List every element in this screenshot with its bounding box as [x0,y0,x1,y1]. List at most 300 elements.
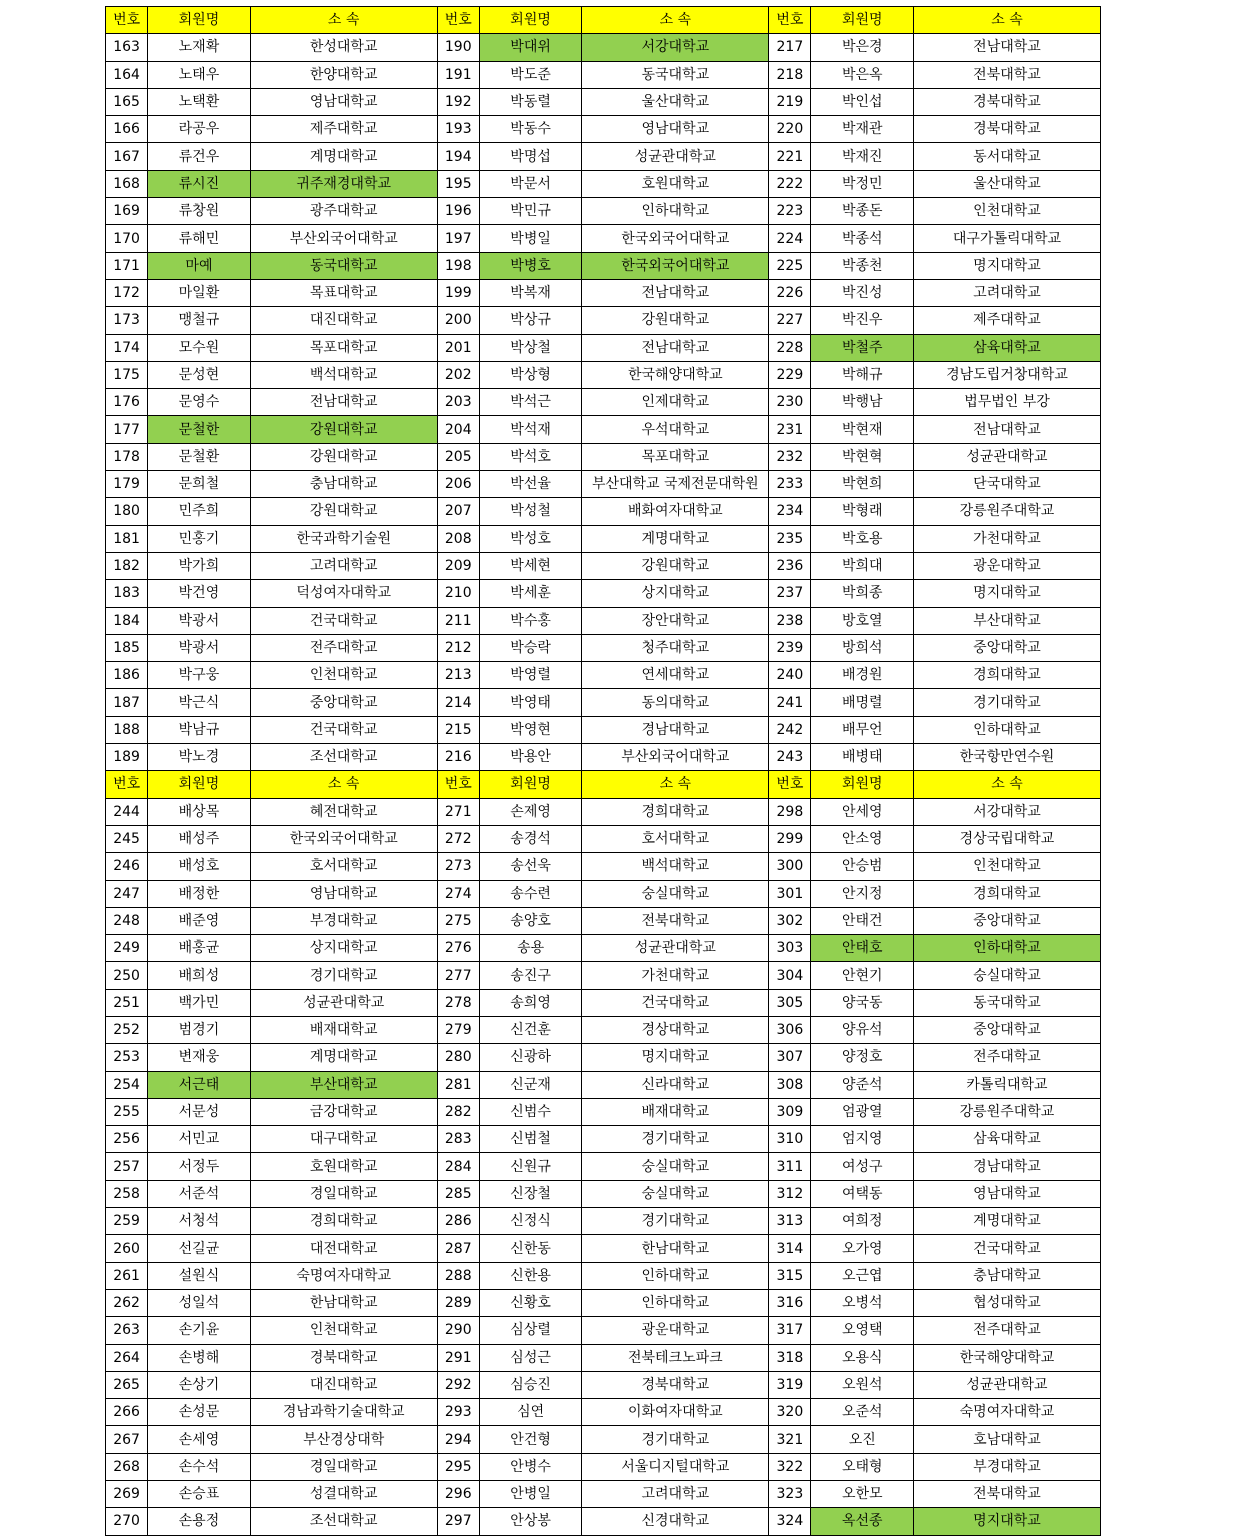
member-affiliation: 대진대학교 [250,307,437,334]
member-number: 177 [106,416,148,443]
table-row [106,962,1101,989]
member-affiliation: 호원대학교 [250,1153,437,1180]
member-affiliation: 삼육대학교 [913,334,1100,361]
member-name: 심성근 [479,1344,582,1371]
member-affiliation: 인천대학교 [250,662,437,689]
member-number: 220 [769,116,811,143]
member-affiliation: 경희대학교 [913,662,1100,689]
member-name: 오병석 [811,1289,914,1316]
member-name: 박종석 [811,225,914,252]
member-affiliation: 경북대학교 [250,1344,437,1371]
member-number: 312 [769,1180,811,1207]
member-number: 170 [106,225,148,252]
member-name: 박현재 [811,416,914,443]
member-affiliation: 성균관대학교 [582,143,769,170]
member-affiliation: 명지대학교 [913,252,1100,279]
member-affiliation: 중앙대학교 [913,907,1100,934]
header-name: 회원명 [148,7,251,34]
member-name: 송진구 [479,962,582,989]
member-name: 오준석 [811,1399,914,1426]
member-number: 270 [106,1508,148,1535]
member-affiliation: 고려대학교 [250,552,437,579]
member-affiliation: 한국외국어대학교 [582,225,769,252]
member-name: 방호열 [811,607,914,634]
member-number: 239 [769,634,811,661]
member-affiliation: 신경대학교 [582,1508,769,1535]
member-affiliation: 가천대학교 [582,962,769,989]
member-number: 178 [106,443,148,470]
header-name: 회원명 [811,771,914,798]
member-name: 박해규 [811,361,914,388]
table-row [106,1481,1101,1508]
member-name: 오태형 [811,1453,914,1480]
member-affiliation: 한양대학교 [250,61,437,88]
member-number: 261 [106,1262,148,1289]
member-name: 박정민 [811,170,914,197]
member-name: 손성문 [148,1399,251,1426]
member-affiliation: 인하대학교 [582,1262,769,1289]
member-number: 192 [437,88,479,115]
member-affiliation: 전주대학교 [913,1044,1100,1071]
member-name: 범경기 [148,1016,251,1043]
member-name: 박재진 [811,143,914,170]
member-name: 배성주 [148,825,251,852]
member-affiliation: 인하대학교 [913,935,1100,962]
member-number: 284 [437,1153,479,1180]
member-affiliation: 서울디지털대학교 [582,1453,769,1480]
member-affiliation: 고려대학교 [582,1481,769,1508]
member-name: 박동수 [479,116,582,143]
member-affiliation: 인하대학교 [582,1289,769,1316]
member-number: 235 [769,525,811,552]
member-number: 207 [437,498,479,525]
member-number: 269 [106,1481,148,1508]
table-row [106,1289,1101,1316]
member-number: 210 [437,580,479,607]
header-affiliation: 소 속 [582,7,769,34]
member-name: 박상철 [479,334,582,361]
table-row [106,1399,1101,1426]
member-number: 241 [769,689,811,716]
member-name: 노택환 [148,88,251,115]
member-name: 문영수 [148,389,251,416]
member-name: 손기윤 [148,1317,251,1344]
member-name: 오용식 [811,1344,914,1371]
member-affiliation: 전주대학교 [913,1317,1100,1344]
member-number: 214 [437,689,479,716]
member-affiliation: 전북대학교 [913,61,1100,88]
member-name: 박영현 [479,716,582,743]
member-affiliation: 한남대학교 [250,1289,437,1316]
member-name: 안상봉 [479,1508,582,1535]
header-row [106,7,1101,34]
member-name: 맹철규 [148,307,251,334]
member-number: 225 [769,252,811,279]
table-row [106,1016,1101,1043]
header-number: 번호 [106,7,148,34]
member-number: 169 [106,198,148,225]
header-number: 번호 [437,7,479,34]
member-affiliation: 건국대학교 [250,716,437,743]
member-name: 오원석 [811,1371,914,1398]
member-number: 219 [769,88,811,115]
member-affiliation: 백석대학교 [250,361,437,388]
table-row [106,143,1101,170]
member-number: 215 [437,716,479,743]
table-row [106,1126,1101,1153]
table-row [106,525,1101,552]
member-number: 174 [106,334,148,361]
member-name: 신광하 [479,1044,582,1071]
member-name: 송희영 [479,989,582,1016]
table-row [106,580,1101,607]
member-affiliation: 호서대학교 [250,853,437,880]
table-row [106,389,1101,416]
member-number: 258 [106,1180,148,1207]
member-number: 297 [437,1508,479,1535]
member-name: 서근태 [148,1071,251,1098]
member-number: 231 [769,416,811,443]
table-row [106,1098,1101,1125]
member-number: 232 [769,443,811,470]
member-number: 296 [437,1481,479,1508]
member-name: 박광서 [148,607,251,634]
member-name: 송선욱 [479,853,582,880]
member-number: 200 [437,307,479,334]
member-affiliation: 호남대학교 [913,1426,1100,1453]
table-row [106,443,1101,470]
member-affiliation: 동서대학교 [913,143,1100,170]
table-row [106,1508,1101,1535]
member-affiliation: 중앙대학교 [913,634,1100,661]
member-affiliation: 계명대학교 [250,1044,437,1071]
member-table [105,6,1101,1536]
member-name: 박현혁 [811,443,914,470]
member-number: 195 [437,170,479,197]
member-name: 심연 [479,1399,582,1426]
member-number: 230 [769,389,811,416]
member-affiliation: 한국해양대학교 [913,1344,1100,1371]
member-affiliation: 우석대학교 [582,416,769,443]
header-number: 번호 [106,771,148,798]
member-affiliation: 대구대학교 [250,1126,437,1153]
member-name: 박남규 [148,716,251,743]
member-affiliation: 조선대학교 [250,1508,437,1535]
member-number: 175 [106,361,148,388]
member-affiliation: 인천대학교 [913,853,1100,880]
member-affiliation: 경남과학기술대학교 [250,1399,437,1426]
table-row [106,1426,1101,1453]
member-number: 227 [769,307,811,334]
member-name: 박세현 [479,552,582,579]
member-number: 277 [437,962,479,989]
table-row [106,225,1101,252]
member-name: 박수홍 [479,607,582,634]
member-number: 316 [769,1289,811,1316]
member-affiliation: 호원대학교 [582,170,769,197]
member-name: 변재웅 [148,1044,251,1071]
member-affiliation: 전북테크노파크 [582,1344,769,1371]
member-number: 167 [106,143,148,170]
member-number: 189 [106,744,148,771]
header-number: 번호 [769,771,811,798]
member-affiliation: 경기대학교 [913,689,1100,716]
table-row [106,662,1101,689]
member-affiliation: 한성대학교 [250,34,437,61]
table-row [106,361,1101,388]
member-number: 257 [106,1153,148,1180]
member-number: 307 [769,1044,811,1071]
member-affiliation: 경상대학교 [582,1016,769,1043]
member-number: 186 [106,662,148,689]
member-name: 노태우 [148,61,251,88]
member-name: 마일환 [148,279,251,306]
member-number: 266 [106,1399,148,1426]
member-number: 272 [437,825,479,852]
member-affiliation: 광운대학교 [913,552,1100,579]
member-affiliation: 전남대학교 [250,389,437,416]
member-affiliation: 법무법인 부강 [913,389,1100,416]
member-name: 박희대 [811,552,914,579]
member-affiliation: 경기대학교 [250,962,437,989]
member-name: 신건훈 [479,1016,582,1043]
member-name: 서문성 [148,1098,251,1125]
member-affiliation: 숭실대학교 [582,1153,769,1180]
member-number: 243 [769,744,811,771]
member-name: 박민규 [479,198,582,225]
member-affiliation: 혜전대학교 [250,798,437,825]
member-affiliation: 중앙대학교 [913,1016,1100,1043]
member-number: 255 [106,1098,148,1125]
member-number: 294 [437,1426,479,1453]
member-name: 심승진 [479,1371,582,1398]
member-name: 신군재 [479,1071,582,1098]
member-number: 236 [769,552,811,579]
member-name: 박건영 [148,580,251,607]
table-row [106,798,1101,825]
member-number: 247 [106,880,148,907]
member-affiliation: 금강대학교 [250,1098,437,1125]
member-number: 179 [106,471,148,498]
member-affiliation: 인하대학교 [913,716,1100,743]
member-number: 223 [769,198,811,225]
table-row [106,1262,1101,1289]
member-name: 박병일 [479,225,582,252]
member-number: 238 [769,607,811,634]
table-row [106,607,1101,634]
member-affiliation: 전북대학교 [913,1481,1100,1508]
member-number: 274 [437,880,479,907]
header-affiliation: 소 속 [250,771,437,798]
member-name: 배희성 [148,962,251,989]
member-affiliation: 부경대학교 [250,907,437,934]
member-affiliation: 경상국립대학교 [913,825,1100,852]
member-affiliation: 경일대학교 [250,1180,437,1207]
member-affiliation: 전남대학교 [582,334,769,361]
member-name: 박석호 [479,443,582,470]
member-name: 옥선종 [811,1508,914,1535]
member-name: 박재관 [811,116,914,143]
table-row [106,880,1101,907]
member-affiliation: 경남대학교 [913,1153,1100,1180]
table-row [106,279,1101,306]
member-name: 박석근 [479,389,582,416]
table-row [106,1317,1101,1344]
member-name: 손상기 [148,1371,251,1398]
member-number: 234 [769,498,811,525]
member-name: 안병일 [479,1481,582,1508]
table-row [106,1208,1101,1235]
member-name: 오영택 [811,1317,914,1344]
member-number: 246 [106,853,148,880]
member-affiliation: 조선대학교 [250,744,437,771]
member-affiliation: 카톨릭대학교 [913,1071,1100,1098]
member-name: 엄지영 [811,1126,914,1153]
member-affiliation: 계명대학교 [250,143,437,170]
member-affiliation: 경기대학교 [582,1208,769,1235]
member-number: 309 [769,1098,811,1125]
member-name: 류해민 [148,225,251,252]
member-affiliation: 백석대학교 [582,853,769,880]
member-number: 180 [106,498,148,525]
member-affiliation: 삼육대학교 [913,1126,1100,1153]
member-name: 손승표 [148,1481,251,1508]
member-name: 배홍균 [148,935,251,962]
member-affiliation: 인하대학교 [582,198,769,225]
member-affiliation: 숭실대학교 [913,962,1100,989]
member-affiliation: 전남대학교 [582,279,769,306]
member-number: 319 [769,1371,811,1398]
member-affiliation: 부산대학교 [913,607,1100,634]
member-number: 242 [769,716,811,743]
member-name: 손병해 [148,1344,251,1371]
member-affiliation: 한국해양대학교 [582,361,769,388]
member-number: 181 [106,525,148,552]
member-affiliation: 부산외국어대학교 [250,225,437,252]
member-number: 275 [437,907,479,934]
table-row [106,853,1101,880]
member-name: 선길균 [148,1235,251,1262]
table-row [106,989,1101,1016]
member-number: 324 [769,1508,811,1535]
member-number: 268 [106,1453,148,1480]
member-number: 233 [769,471,811,498]
member-number: 264 [106,1344,148,1371]
member-affiliation: 제주대학교 [913,307,1100,334]
member-name: 노재확 [148,34,251,61]
member-affiliation: 충남대학교 [913,1262,1100,1289]
member-affiliation: 배화여자대학교 [582,498,769,525]
member-number: 184 [106,607,148,634]
member-name: 박인섭 [811,88,914,115]
member-affiliation: 강릉원주대학교 [913,1098,1100,1125]
member-name: 양국동 [811,989,914,1016]
header-name: 회원명 [148,771,251,798]
table-row [106,1344,1101,1371]
member-affiliation: 동국대학교 [582,61,769,88]
member-name: 민주희 [148,498,251,525]
member-number: 201 [437,334,479,361]
member-number: 313 [769,1208,811,1235]
member-name: 송용 [479,935,582,962]
member-name: 송양호 [479,907,582,934]
member-affiliation: 부경대학교 [913,1453,1100,1480]
member-number: 226 [769,279,811,306]
member-affiliation: 영남대학교 [582,116,769,143]
table-row [106,744,1101,771]
member-number: 229 [769,361,811,388]
member-name: 박영렬 [479,662,582,689]
member-number: 267 [106,1426,148,1453]
member-name: 박성철 [479,498,582,525]
member-number: 204 [437,416,479,443]
member-table-body [106,7,1101,1536]
member-number: 310 [769,1126,811,1153]
member-affiliation: 배재대학교 [250,1016,437,1043]
member-number: 263 [106,1317,148,1344]
member-name: 서청석 [148,1208,251,1235]
member-affiliation: 강원대학교 [250,498,437,525]
member-affiliation: 성균관대학교 [582,935,769,962]
member-name: 문철한 [148,416,251,443]
member-number: 218 [769,61,811,88]
member-number: 282 [437,1098,479,1125]
member-name: 신범철 [479,1126,582,1153]
member-number: 183 [106,580,148,607]
member-name: 손수석 [148,1453,251,1480]
member-name: 안병수 [479,1453,582,1480]
member-affiliation: 경희대학교 [913,880,1100,907]
member-name: 박영태 [479,689,582,716]
member-affiliation: 건국대학교 [913,1235,1100,1262]
table-row [106,1153,1101,1180]
member-number: 164 [106,61,148,88]
member-affiliation: 인제대학교 [582,389,769,416]
member-number: 198 [437,252,479,279]
table-row [106,1453,1101,1480]
member-number: 194 [437,143,479,170]
header-row [106,771,1101,798]
member-number: 172 [106,279,148,306]
member-affiliation: 부산외국어대학교 [582,744,769,771]
member-number: 176 [106,389,148,416]
member-name: 안지정 [811,880,914,907]
member-number: 280 [437,1044,479,1071]
header-name: 회원명 [479,7,582,34]
member-affiliation: 연세대학교 [582,662,769,689]
member-affiliation: 강원대학교 [250,416,437,443]
member-name: 박석재 [479,416,582,443]
member-name: 오가영 [811,1235,914,1262]
member-affiliation: 울산대학교 [582,88,769,115]
table-row [106,689,1101,716]
member-name: 배준영 [148,907,251,934]
member-affiliation: 대진대학교 [250,1371,437,1398]
member-number: 211 [437,607,479,634]
member-affiliation: 부산대학교 [250,1071,437,1098]
member-number: 205 [437,443,479,470]
member-name: 모수원 [148,334,251,361]
member-affiliation: 영남대학교 [913,1180,1100,1207]
member-name: 박세훈 [479,580,582,607]
member-number: 299 [769,825,811,852]
member-number: 306 [769,1016,811,1043]
member-number: 287 [437,1235,479,1262]
member-affiliation: 한국과학기술원 [250,525,437,552]
member-name: 박현희 [811,471,914,498]
member-name: 문희철 [148,471,251,498]
member-number: 185 [106,634,148,661]
